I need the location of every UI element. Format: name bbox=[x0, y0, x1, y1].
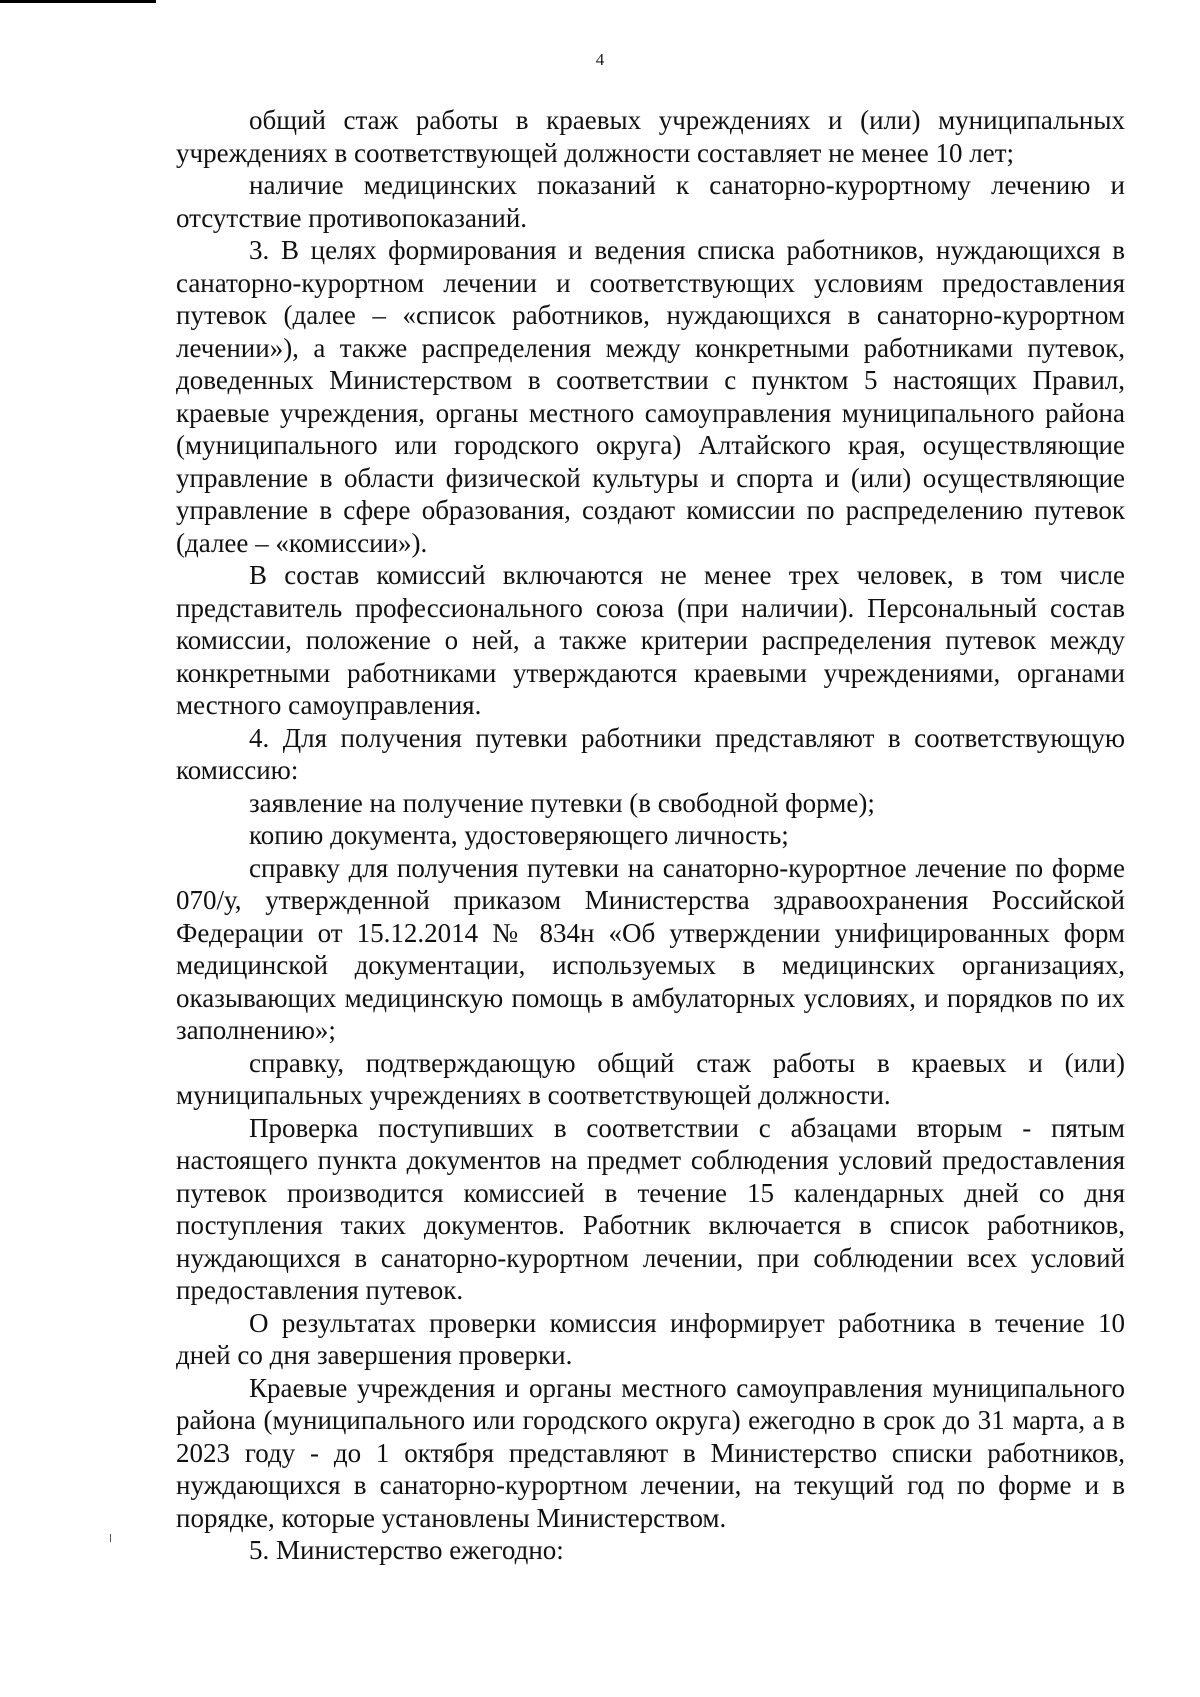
paragraph-application: заявление на получение путевки (в свободной форме); bbox=[249, 787, 875, 818]
scan-mark bbox=[110, 1534, 111, 1542]
document-body bbox=[176, 104, 1125, 1567]
paragraph-item-4: 4. Для получения путевки работники представляют в соответствующую комиссию: bbox=[176, 722, 1125, 785]
paragraph-identity-document: копию документа, удостоверяющего личность; bbox=[249, 820, 789, 850]
paragraph-commission-composition: В состав комиссий включаются не менее трех человек, в том числе представитель профессионального союза (при наличии). Персональный состав комиссии, положение о ней, а также критерии распределения путевок между конкретными работниками утверждаются краевыми учреждениями, органами местного самоуправления. bbox=[176, 560, 1125, 720]
paragraph-item-5: 5. Министерство ежегодно: bbox=[249, 1535, 564, 1565]
paragraph-medical-indications: наличие медицинских показаний к санаторно-курортному лечению и отсутствие противопоказаний. bbox=[176, 170, 1125, 233]
paragraph-check-results: О результатах проверки комиссия информирует работника в течение 10 дней со дня завершения проверки. bbox=[176, 1307, 1125, 1370]
top-rule bbox=[0, 0, 156, 3]
page-number: 4 bbox=[595, 50, 605, 69]
paragraph-annual-lists: Краевые учреждения и органы местного самоуправления муниципального района (муниципального или городского округа) ежегодно в срок до 31 марта, а в 2023 году - до 1 октября представляют в Министерство списки работников, нуждающихся в санаторно-курортном лечении, на текущий год по форме и в порядке, которые установлены Министерством. bbox=[176, 1372, 1125, 1533]
paragraph-medical-certificate: справку для получения путевки на санаторно-курортное лечение по форме 070/у, утвержденной приказом Министерства здравоохранения Российской Федерации от 15.12.2014 № 834н «Об утверждении унифицированных форм медицинской документации, используемых в медицинских организациях, оказывающих медицинскую помощь в амбулаторных условиях, и порядков по их заполнению»; bbox=[176, 852, 1125, 1045]
paragraph-experience-certificate: справку, подтверждающую общий стаж работы в краевых и (или) муниципальных учреждениях в соответствующей должности. bbox=[176, 1047, 1125, 1110]
paragraph-document-check: Проверка поступивших в соответствии с абзацами вторым - пятым настоящего пункта документов на предмет соблюдения условий предоставления путевок производится комиссией в течение 15 календарных дней со дня поступления таких документов. Работник включается в список работников, нуждающихся в санаторно-курортном лечении, при соблюдении всех условий предоставления путевок. bbox=[176, 1112, 1125, 1305]
paragraph-item-3: 3. В целях формирования и ведения списка работников, нуждающихся в санаторно-курортном лечении и соответствующих условиям предоставления путевок (далее – «список работников, нуждающихся в санаторно-курортном лечении»), а также распределения между конкретными работниками путевок, доведенных Министерством в соответствии с пунктом 5 настоящих Правил, краевые учреждения, органы местного самоуправления муниципального района (муниципального или городского округа) Алтайского края, осуществляющие управление в области физической культуры и спорта и (или) осуществляющие управление в сфере образования, создают комиссии по распределению путевок (далее – «комиссии»). bbox=[176, 235, 1125, 558]
paragraph-work-experience: общий стаж работы в краевых учреждениях и (или) муниципальных учреждениях в соответствующей должности составляет не менее 10 лет; bbox=[176, 105, 1125, 168]
